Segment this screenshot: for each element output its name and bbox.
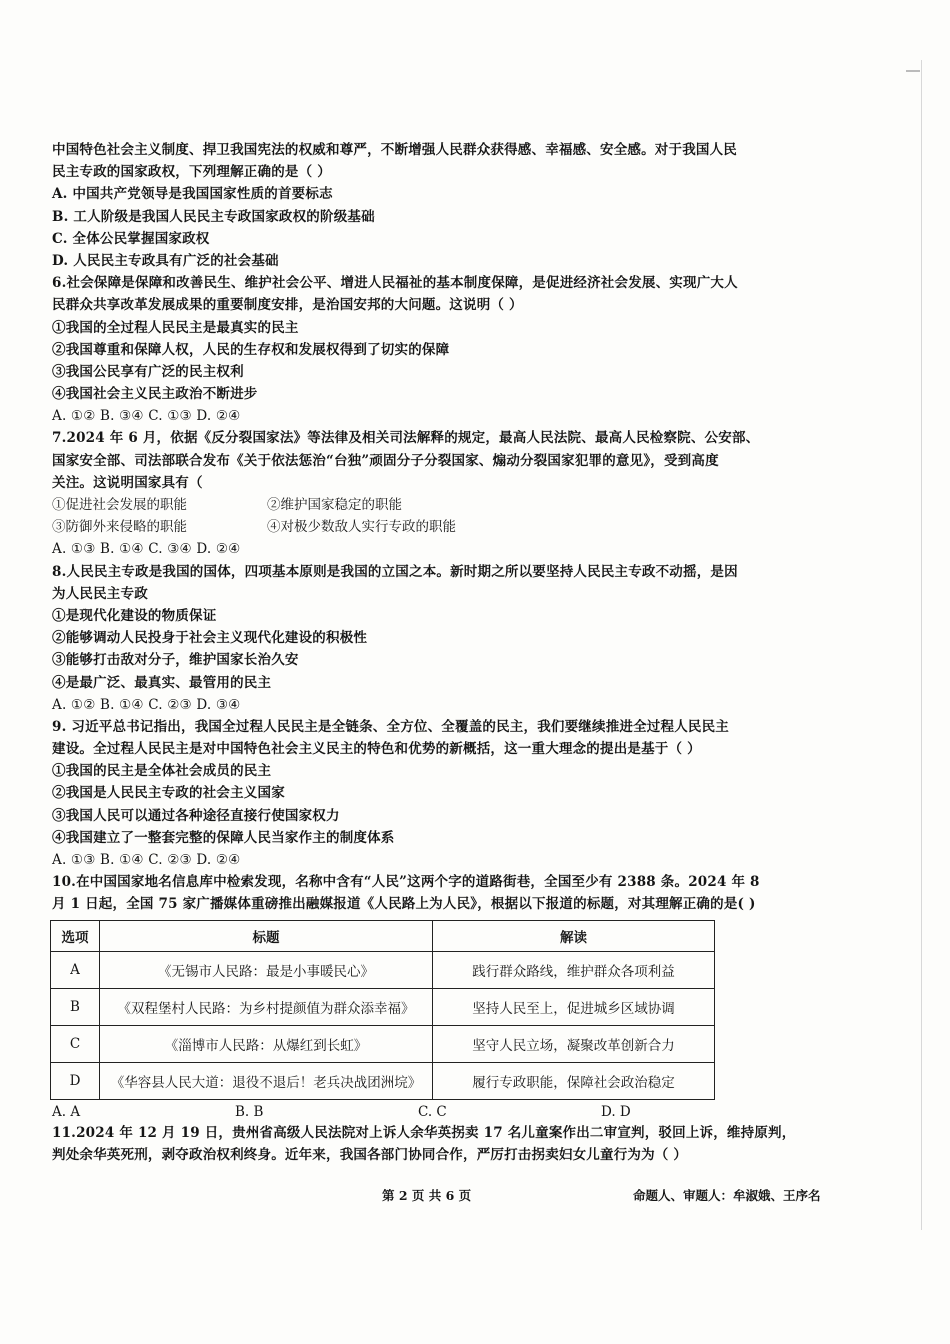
q7-line-3: 关注。这说明国家具有（: [52, 474, 203, 491]
authors-credit: 命题人、审题人：牟淑娥、王序名: [633, 1188, 821, 1203]
q5-option-b: B. 工人阶级是我国人民民主专政国家政权的阶级基础: [52, 208, 375, 225]
q6-item-1: ①我国的全过程人民民主是最真实的民主: [52, 319, 299, 336]
q10-line-2: 月 1 日起，全国 75 家广播媒体重磅推出融媒报道《人民路上为人民》，根据以下报道的标题，对其理解正确的是( ): [52, 896, 756, 913]
q6-item-4: ④我国社会主义民主政治不断进步: [52, 386, 258, 403]
q7-item-2: ②维护国家稳定的职能: [267, 497, 402, 513]
q7-items-row-1: [52, 494, 812, 516]
q5-option-d: D. 人民民主专政具有广泛的社会基础: [52, 252, 279, 269]
q7-line-2: 国家安全部、司法部联合发布《关于依法惩治“台独”顽固分子分裂国家、煽动分裂国家犯罪的意见》，受到高度: [52, 452, 719, 469]
q10-row-a-interpretation: 践行群众路线，维护群众各项利益: [433, 951, 715, 988]
q5-option-c: C. 全体公民掌握国家政权: [52, 230, 210, 247]
q9-item-1: ①我国的民主是全体社会成员的民主: [52, 763, 272, 780]
q9-line-1: 9. 习近平总书记指出，我国全过程人民民主是全链条、全方位、全覆盖的民主，我们要继续推进全过程人民民主: [52, 718, 729, 735]
table-row: [51, 951, 715, 988]
q10-table-header-row: [51, 920, 715, 951]
q10-answer-c: C. C: [418, 1103, 447, 1120]
q10-row-d-option: D: [51, 1062, 100, 1099]
scan-mark: [906, 70, 920, 72]
q6-line-2: 民群众共享改革发展成果的重要制度安排，是治国安邦的大问题。这说明（ ）: [52, 297, 523, 314]
q8-answers: A. ①② B. ①④ C. ②③ D. ③④: [52, 696, 241, 713]
q10-header-option: 选项: [51, 920, 100, 951]
q8-item-1: ①是现代化建设的物质保证: [52, 607, 217, 624]
q10-row-d-title: 《华容县人民大道：退役不退后！老兵决战团洲垸》: [100, 1062, 433, 1099]
page-number: 第 2 页 共 6 页: [382, 1188, 472, 1203]
q6-answers: A. ①② B. ③④ C. ①③ D. ②④: [52, 408, 241, 425]
q10-row-b-title: 《双程堡村人民路：为乡村提颜值为群众添幸福》: [100, 988, 433, 1025]
q8-item-3: ③能够打击敌对分子，维护国家长治久安: [52, 652, 299, 669]
q9-item-4: ④我国建立了一整套完整的保障人民当家作主的制度体系: [52, 829, 395, 846]
q7-answers: A. ①③ B. ①④ C. ③④ D. ②④: [52, 541, 241, 558]
q10-row-c-option: C: [51, 1025, 100, 1062]
q10-answers: [52, 1102, 812, 1122]
q8-item-4: ④是最广泛、最真实、最管用的民主: [52, 674, 272, 691]
q10-row-b-option: B: [51, 988, 100, 1025]
q10-header-interpretation: 解读: [433, 920, 715, 951]
page-edge: [921, 60, 922, 1230]
q9-item-3: ③我国人民可以通过各种途径直接行使国家权力: [52, 807, 340, 824]
q6-item-3: ③我国公民享有广泛的民主权利: [52, 363, 244, 380]
q10-row-a-title: 《无锡市人民路：最是小事暖民心》: [100, 951, 433, 988]
q9-answers: A. ①③ B. ①④ C. ②③ D. ②④: [52, 852, 241, 868]
q10-row-a-option: A: [51, 951, 100, 988]
q10-table: [50, 920, 715, 1100]
table-row: [51, 1062, 715, 1099]
q10-header-title: 标题: [100, 920, 433, 951]
q8-line-2: 为人民民主专政: [52, 585, 148, 602]
q7-item-3: ③防御外来侵略的职能: [52, 519, 187, 536]
q10-answer-a: A. A: [52, 1103, 81, 1120]
q8-item-2: ②能够调动人民投身于社会主义现代化建设的积极性: [52, 630, 368, 647]
q6-item-2: ②我国尊重和保障人权，人民的生存权和发展权得到了切实的保障: [52, 341, 450, 358]
q10-answer-d: D. D: [601, 1103, 631, 1120]
q7-item-1: ①促进社会发展的职能: [52, 497, 187, 513]
table-row: [51, 1025, 715, 1062]
q11-line-1: 11.2024 年 12 月 19 日，贵州省高级人民法院对上诉人余华英拐卖 17 名儿童案作出二审宣判，驳回上诉，维持原判，: [52, 1124, 796, 1141]
exam-content: [52, 139, 812, 1166]
q9-item-2: ②我国是人民民主专政的社会主义国家: [52, 785, 285, 802]
q7-line-1: 7.2024 年 6 月，依据《反分裂国家法》等法律及相关司法解释的规定，最高人民法院、最高人民检察院、公安部、: [52, 430, 760, 447]
q6-line-1: 6.社会保障是保障和改善民生、维护社会公平、增进人民福祉的基本制度保障，是促进经济社会发展、实现广大人: [52, 275, 738, 292]
q5-line-1: 中国特色社会主义制度、捍卫我国宪法的权威和尊严，不断增强人民群众获得感、幸福感、安全感。对于我国人民: [52, 142, 737, 158]
q11-line-2: 判处余华英死刑，剥夺政治权利终身。近年来，我国各部门协同合作，严厉打击拐卖妇女儿童行为为（ ）: [52, 1146, 688, 1163]
q5-option-a: A. 中国共产党领导是我国国家性质的首要标志: [52, 186, 333, 203]
q7-item-4: ④对极少数敌人实行专政的职能: [267, 519, 456, 536]
q10-line-1: 10.在中国国家地名信息库中检索发现，名称中含有“人民”这两个字的道路街巷，全国至少有 2388 条。2024 年 8: [52, 874, 760, 891]
q5-line-2: 民主专政的国家政权，下列理解正确的是（ ）: [52, 164, 331, 181]
q10-row-c-interpretation: 坚守人民立场，凝聚改革创新合力: [433, 1025, 715, 1062]
q10-row-b-interpretation: 坚持人民至上，促进城乡区域协调: [433, 988, 715, 1025]
q10-row-d-interpretation: 履行专政职能，保障社会政治稳定: [433, 1062, 715, 1099]
table-row: [51, 988, 715, 1025]
q8-line-1: 8.人民民主专政是我国的国体，四项基本原则是我国的立国之本。新时期之所以要坚持人民民主专政不动摇，是因: [52, 563, 738, 580]
q9-line-2: 建设。全过程人民民主是对中国特色社会主义民主的特色和优势的新概括，这一重大理念的提出是基于（ ）: [52, 741, 701, 758]
q10-row-c-title: 《淄博市人民路：从爆红到长虹》: [100, 1025, 433, 1062]
q10-answer-b: B. B: [235, 1103, 264, 1120]
q7-items-row-2: [52, 516, 812, 538]
